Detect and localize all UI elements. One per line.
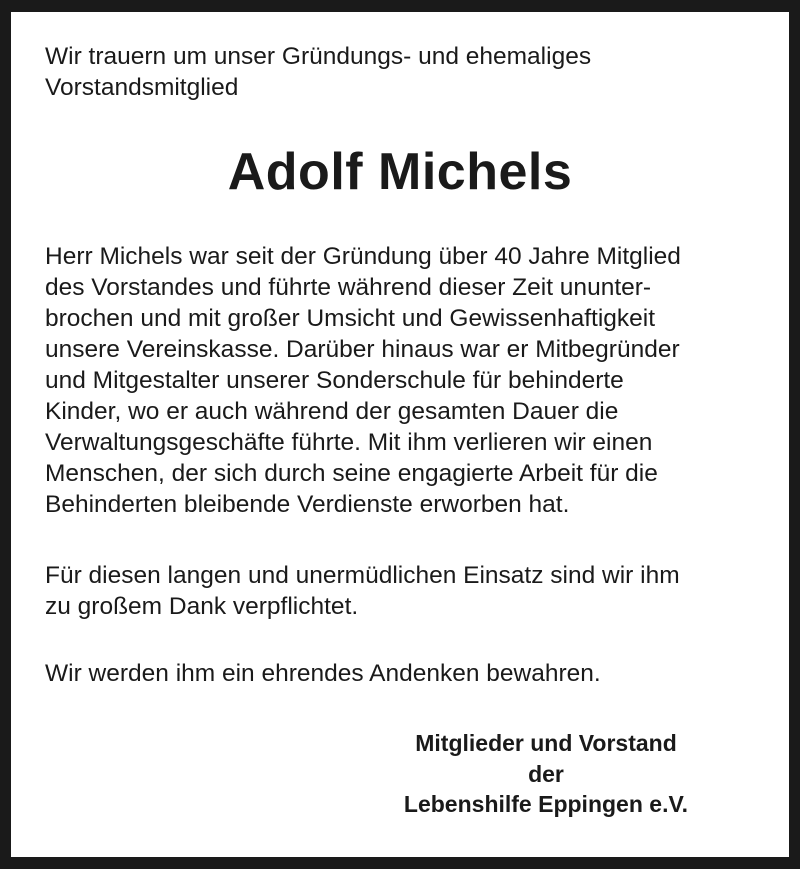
paragraph-line: Menschen, der sich durch seine engagierte Arbeit für die (45, 460, 658, 487)
remembrance-paragraph (45, 658, 765, 689)
signature-line: Mitglieder und Vorstand (415, 730, 677, 756)
tribute-paragraph (45, 241, 765, 520)
paragraph-line: Kinder, wo er auch während der gesamten Dauer die (45, 398, 619, 425)
signature-block (336, 728, 756, 820)
signature-line: Lebenshilfe Eppingen e.V. (403, 791, 689, 817)
deceased-name: Adolf Michels (227, 143, 573, 201)
intro-text (45, 41, 745, 103)
paragraph-line: Für diesen langen und unermüdlichen Einsatz sind wir ihm (45, 562, 680, 589)
paragraph-line: brochen und mit großer Umsicht und Gewissenhaftigkeit (45, 305, 656, 332)
gratitude-paragraph (45, 560, 765, 622)
intro-line: Wir trauern um unser Gründungs- und ehemaliges (45, 43, 592, 70)
intro-line: Vorstandsmitglied (45, 74, 239, 101)
paragraph-line: zu großem Dank verpflichtet. (45, 593, 359, 620)
paragraph-line: Verwaltungsgeschäfte führte. Mit ihm verlieren wir einen (45, 429, 653, 456)
paragraph-line: des Vorstandes und führte während dieser Zeit ununter- (45, 274, 652, 301)
paragraph-line: Behinderten bleibende Verdienste erworben hat. (45, 491, 570, 518)
signature-line: der (528, 760, 564, 787)
paragraph-line: unsere Vereinskasse. Darüber hinaus war er Mitbegründer (45, 336, 680, 363)
paragraph-line: Herr Michels war seit der Gründung über 40 Jahre Mitglied (45, 243, 681, 270)
paragraph-line: Wir werden ihm ein ehrendes Andenken bewahren. (45, 660, 601, 687)
paragraph-line: und Mitgestalter unserer Sonderschule für behinderte (45, 367, 624, 394)
